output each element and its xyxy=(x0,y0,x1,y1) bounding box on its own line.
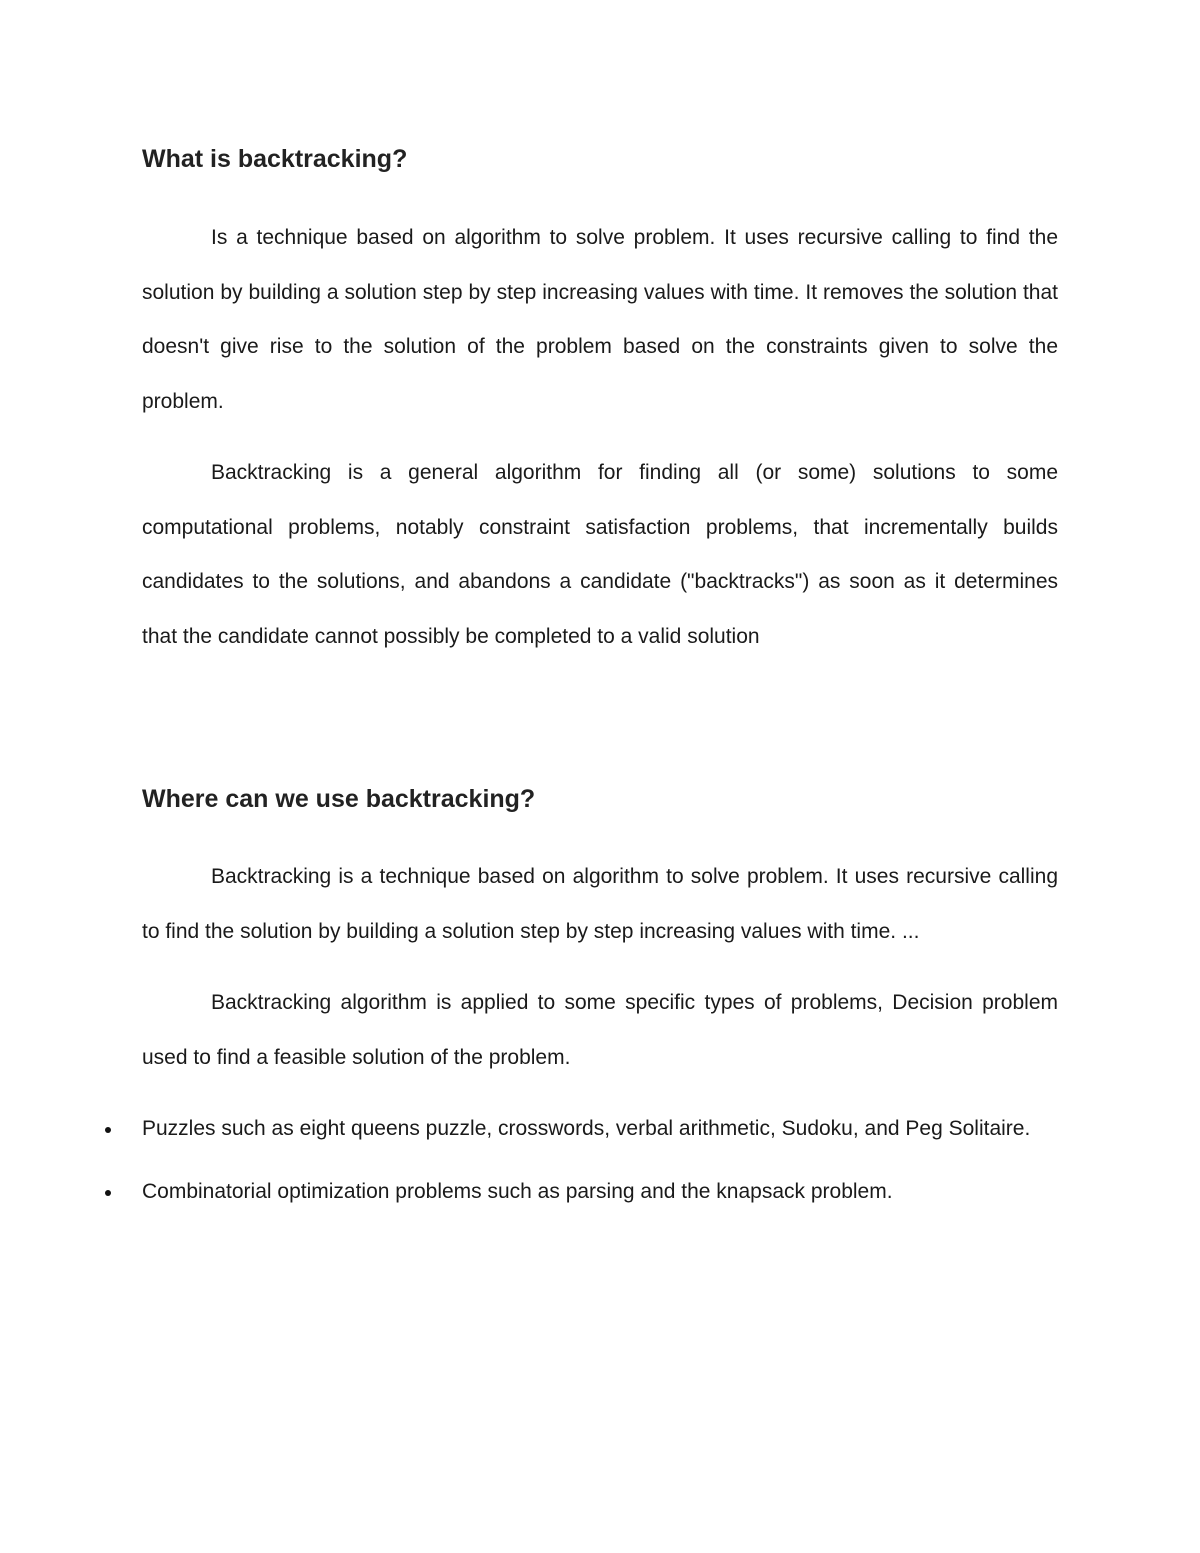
paragraph-general-algorithm: Backtracking is a general algorithm for finding all (or some) solutions to some computational problems, notably constraint satisfaction problems, that incrementally builds candidates to the solutions, and abandons a candidate ("backtracks") as soon as it determines that the candidate cannot possibly be completed to a valid solution xyxy=(142,461,1058,648)
paragraph-definition: Is a technique based on algorithm to solve problem. It uses recursive calling to find the solution by building a solution step by step increasing values with time. It removes the solution that doesn't give rise to the solution of the problem based on the constraints given to solve the problem. xyxy=(142,226,1058,413)
applications-list xyxy=(142,1102,1058,1219)
section-heading-what-is-backtracking: What is backtracking? xyxy=(142,145,408,173)
paragraph-technique: Backtracking is a technique based on algorithm to solve problem. It uses recursive calling to find the solution by building a solution step by step increasing values with time. ... xyxy=(142,865,1058,943)
list-item-text: Combinatorial optimization problems such as parsing and the knapsack problem. xyxy=(142,1179,893,1203)
bullet-icon xyxy=(105,1190,111,1196)
section-heading-where-to-use: Where can we use backtracking? xyxy=(142,785,536,813)
list-item xyxy=(142,1165,1058,1220)
bullet-icon xyxy=(105,1127,111,1133)
paragraph-applications: Backtracking algorithm is applied to some specific types of problems, Decision problem used to find a feasible solution of the problem. xyxy=(142,991,1058,1069)
list-item xyxy=(142,1102,1058,1157)
document-body xyxy=(142,132,1058,1219)
list-item-text: Puzzles such as eight queens puzzle, crosswords, verbal arithmetic, Sudoku, and Peg Solitaire. xyxy=(142,1117,1031,1140)
